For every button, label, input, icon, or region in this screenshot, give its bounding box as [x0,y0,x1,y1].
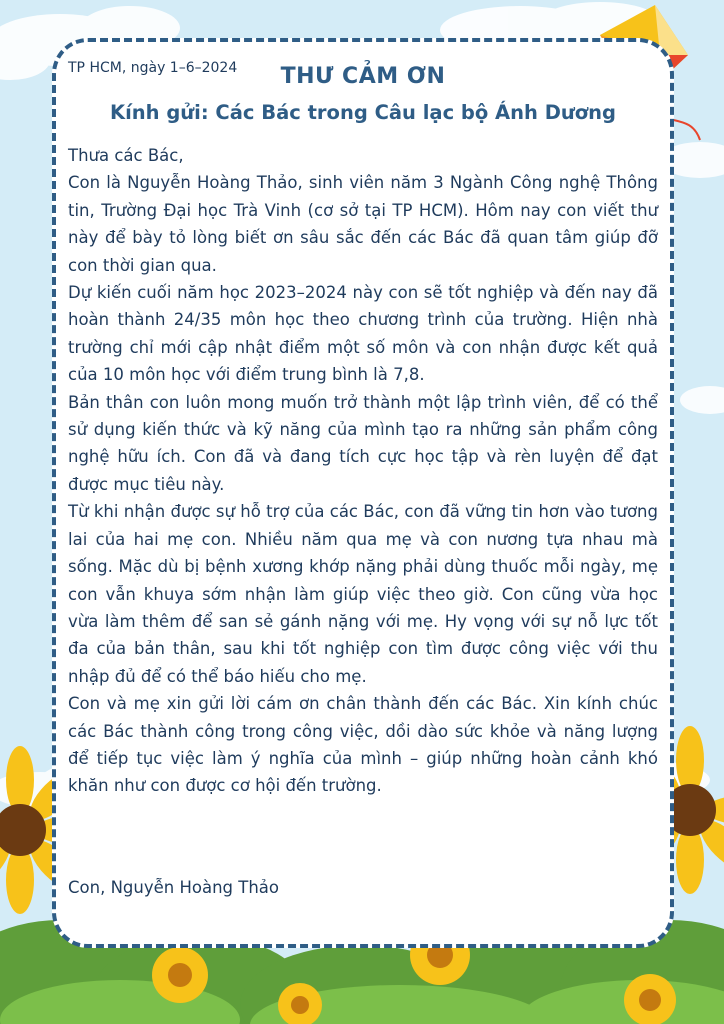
paragraph-studies: Dự kiến cuối năm học 2023–2024 này con sẽ tốt nghiệp và đến nay đã hoàn thành 24/35 môn học theo chương trình của trường. Hiện nhà trường chỉ mới cập nhật điểm một số môn và con nhận được kết quả của 10 môn học với điểm trung bình là 7,8. [68,283,658,385]
paragraph-thanks: Con và mẹ xin gửi lời cám ơn chân thành đến các Bác. Xin kính chúc các Bác thành công trong công việc, dồi dào sức khỏe và năng lượng để tiếp tục việc làm ý nghĩa của mình – giúp những hoàn cảnh khó khăn như con được cơ hội đến trường. [68,694,658,796]
sunflower-icon [152,947,208,1003]
paragraph-family: Từ khi nhận được sự hỗ trợ của các Bác, con đã vững tin hơn vào tương lai của hai mẹ con. Nhiều năm qua mẹ và con nương tựa nhau mà sống. Mặc dù bị bệnh xương khớp nặng phải dùng thuốc mỗi ngày, mẹ con vẫn khuya sớm nhận làm giúp việc theo giờ. Con cũng vừa học vừa làm thêm để san sẻ gánh nặng với mẹ. Hy vọng với sự nỗ lực tốt đa của bản thân, sau khi tốt nghiệp con tìm được công việc với thu nhập đủ để có thể báo hiếu cho mẹ. [68,502,658,686]
letter-title: THƯ CẢM ƠN [280,64,446,89]
date-line: TP HCM, ngày 1–6–2024 [68,60,238,76]
salutation: Kính gửi: Các Bác trong Câu lạc bộ Ánh Dương [109,101,617,124]
paragraph-intro: Con là Nguyễn Hoàng Thảo, sinh viên năm 3 Ngành Công nghệ Thông tin, Trường Đại học Trà Vinh (cơ sở tại TP HCM). Hôm nay con viết thư này để bày tỏ lòng biết ơn sâu sắc đến các Bác đã quan tâm giúp đỡ con thời gian qua. [68,173,658,275]
sunflower-icon [624,974,676,1024]
greeting: Thưa các Bác, [68,146,184,165]
signature: Con, Nguyễn Hoàng Thảo [68,878,279,897]
paragraph-goals: Bản thân con luôn mong muốn trở thành một lập trình viên, để có thể sử dụng kiến thức và kỹ năng của mình tạo ra những sản phẩm công nghệ hữu ích. Con đã và đang tích cực học tập và rèn luyện để đạt được mục tiêu này. [68,392,658,494]
bushes-front [0,980,724,1024]
letter-body [68,142,658,800]
